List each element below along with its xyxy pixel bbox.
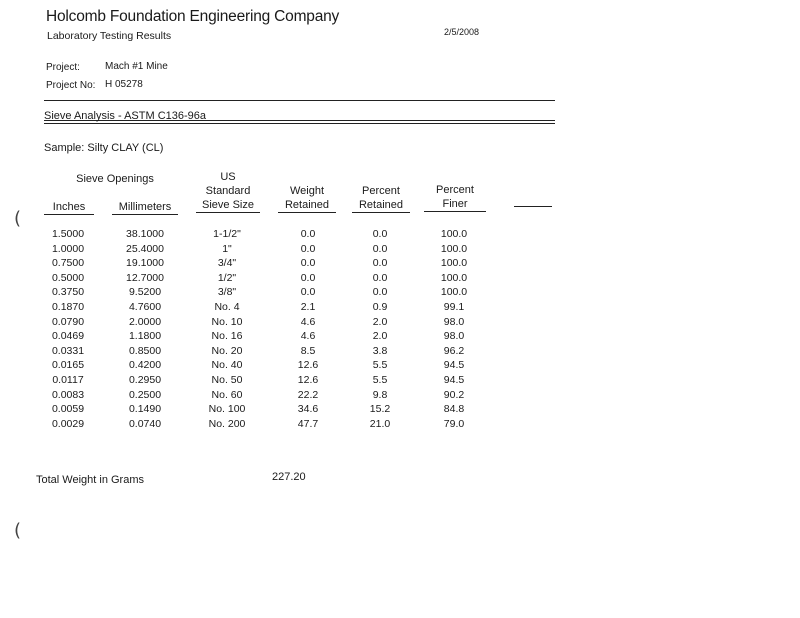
percent-finer-cell: 90.2 xyxy=(443,388,465,401)
project-label: Project: xyxy=(46,62,80,73)
weight-retained-cell: 4.6 xyxy=(300,330,316,343)
percent-finer-cell: 100.0 xyxy=(440,242,468,255)
millimeters-cell: 19.1000 xyxy=(126,257,164,270)
millimeters-cell: 0.0740 xyxy=(128,417,162,430)
millimeters-cell: 0.1490 xyxy=(128,403,162,416)
header-sieve-openings: Sieve Openings xyxy=(76,173,154,185)
percent-retained-cell: 5.5 xyxy=(372,374,388,386)
inches-cell: 1.0000 xyxy=(51,242,85,255)
weight-retained-cell: 34.6 xyxy=(297,403,319,416)
header-percent-finer xyxy=(424,183,486,212)
millimeters-cell: 0.2500 xyxy=(128,388,162,401)
header-pct-fin-line1: Percent xyxy=(436,184,474,196)
weight-retained-cell: 4.6 xyxy=(300,315,316,328)
sieve-size-cell: No. 50 xyxy=(211,374,243,386)
percent-retained-cell: 0.0 xyxy=(372,257,388,270)
sample-line xyxy=(44,142,163,154)
inches-cell: 0.5000 xyxy=(51,271,85,284)
millimeters-cell: 4.7600 xyxy=(128,301,162,313)
sieve-size-cell: No. 20 xyxy=(211,344,243,357)
millimeters-cell: 1.1800 xyxy=(128,330,162,343)
sieve-size-cell: No. 60 xyxy=(211,388,243,401)
inches-cell: 0.3750 xyxy=(51,286,85,299)
header-us-standard xyxy=(196,170,260,213)
percent-retained-cell: 0.0 xyxy=(372,228,388,240)
header-extra-rule xyxy=(514,206,552,207)
punch-hole-mark: ( xyxy=(14,208,22,229)
header-percent-retained xyxy=(352,184,410,213)
percent-retained-cell: 2.0 xyxy=(372,330,388,343)
percent-finer-cell: 100.0 xyxy=(440,271,468,284)
header-pct-fin-line2: Finer xyxy=(424,197,486,212)
weight-retained-cell: 2.1 xyxy=(300,301,316,313)
millimeters-cell: 0.2950 xyxy=(128,374,162,386)
weight-retained-cell: 0.0 xyxy=(300,242,316,255)
total-weight-value: 227.20 xyxy=(272,471,306,483)
header-inches: Inches xyxy=(44,200,94,215)
weight-retained-cell: 0.0 xyxy=(300,286,316,299)
weight-retained-cell: 12.6 xyxy=(297,374,319,386)
percent-retained-cell: 2.0 xyxy=(372,315,388,328)
inches-cell: 1.5000 xyxy=(51,228,85,240)
header-pct-ret-line1: Percent xyxy=(362,185,400,197)
inches-cell: 0.1870 xyxy=(51,301,85,313)
percent-finer-cell: 94.5 xyxy=(443,359,465,372)
millimeters-cell: 38.1000 xyxy=(126,228,164,240)
sieve-size-cell: No. 16 xyxy=(211,330,243,343)
weight-retained-cell: 8.5 xyxy=(300,344,316,357)
sieve-size-cell: 1" xyxy=(222,242,232,255)
percent-finer-cell: 84.8 xyxy=(443,403,465,416)
weight-retained-cell: 0.0 xyxy=(300,257,316,270)
sieve-size-cell: No. 200 xyxy=(208,417,246,430)
sieve-size-cell: 1/2" xyxy=(217,271,237,284)
percent-retained-cell: 0.0 xyxy=(372,271,388,284)
sieve-size-cell: 3/4" xyxy=(217,257,237,270)
sieve-size-cell: No. 10 xyxy=(211,315,243,328)
percent-retained-cell: 0.0 xyxy=(372,242,388,255)
inches-cell: 0.0165 xyxy=(51,359,85,372)
percent-retained-cell: 15.2 xyxy=(369,403,391,416)
percent-finer-cell: 79.0 xyxy=(443,417,465,430)
punch-hole-mark: ( xyxy=(14,520,22,541)
percent-finer-cell: 94.5 xyxy=(443,374,465,386)
percent-retained-cell: 0.9 xyxy=(372,301,388,313)
header-us-line2: Standard xyxy=(205,185,251,197)
inches-cell: 0.0790 xyxy=(51,315,85,328)
project-number-value: H 05278 xyxy=(105,79,143,90)
percent-finer-cell: 100.0 xyxy=(440,286,468,299)
inches-cell: 0.0469 xyxy=(51,330,85,343)
section-title: Sieve Analysis - ASTM C136-96a xyxy=(44,110,207,122)
weight-retained-cell: 22.2 xyxy=(297,388,319,401)
header-millimeters: Millimeters xyxy=(112,200,178,215)
report-subtitle: Laboratory Testing Results xyxy=(47,30,172,42)
inches-cell: 0.0331 xyxy=(51,344,85,357)
sample-label: Sample: xyxy=(44,142,85,154)
percent-retained-cell: 21.0 xyxy=(369,417,391,430)
sieve-size-cell: No. 100 xyxy=(208,403,246,416)
sieve-size-cell: No. 4 xyxy=(214,301,240,313)
inches-cell: 0.0117 xyxy=(52,374,84,386)
weight-retained-cell: 12.6 xyxy=(297,359,319,372)
header-weight-line2: Retained xyxy=(278,198,336,213)
percent-finer-cell: 98.0 xyxy=(443,330,465,343)
inches-cell: 0.0029 xyxy=(51,417,85,430)
weight-retained-cell: 0.0 xyxy=(300,271,316,284)
header-weight-line1: Weight xyxy=(289,185,325,197)
millimeters-cell: 0.8500 xyxy=(128,344,162,357)
millimeters-cell: 9.5200 xyxy=(128,286,162,299)
inches-cell: 0.7500 xyxy=(51,257,85,270)
percent-finer-cell: 100.0 xyxy=(440,228,468,240)
inches-cell: 0.0083 xyxy=(51,388,85,401)
millimeters-cell: 0.4200 xyxy=(128,359,162,372)
sieve-size-cell: 1-1/2" xyxy=(213,228,241,240)
sieve-size-cell: 3/8" xyxy=(217,286,237,299)
percent-finer-cell: 99.1 xyxy=(443,301,465,313)
project-number-label: Project No: xyxy=(46,80,96,91)
sieve-size-cell: No. 40 xyxy=(211,359,243,372)
percent-finer-cell: 98.0 xyxy=(443,315,465,328)
header-us-line1: US xyxy=(220,171,236,183)
percent-retained-cell: 3.8 xyxy=(372,344,388,357)
percent-retained-cell: 0.0 xyxy=(372,286,388,299)
inches-cell: 0.0059 xyxy=(51,403,85,416)
percent-retained-cell: 5.5 xyxy=(372,359,388,372)
section-rule-2 xyxy=(44,123,555,124)
header-us-line3: Sieve Size xyxy=(196,198,260,213)
millimeters-cell: 2.0000 xyxy=(128,315,162,328)
millimeters-cell: 25.4000 xyxy=(126,242,164,255)
total-weight-label: Total Weight in Grams xyxy=(36,474,145,486)
report-date: 2/5/2008 xyxy=(444,27,480,37)
weight-retained-cell: 47.7 xyxy=(297,417,319,430)
project-value: Mach #1 Mine xyxy=(105,61,168,72)
header-rule xyxy=(44,100,555,101)
company-name: Holcomb Foundation Engineering Company xyxy=(46,8,340,25)
sample-value: Silty CLAY (CL) xyxy=(87,142,164,154)
header-weight-retained xyxy=(278,184,336,213)
percent-finer-cell: 96.2 xyxy=(443,344,465,357)
weight-retained-cell: 0.0 xyxy=(300,228,316,240)
percent-retained-cell: 9.8 xyxy=(372,388,388,401)
header-pct-ret-line2: Retained xyxy=(352,198,410,213)
percent-finer-cell: 100.0 xyxy=(440,257,468,270)
millimeters-cell: 12.7000 xyxy=(126,271,164,284)
